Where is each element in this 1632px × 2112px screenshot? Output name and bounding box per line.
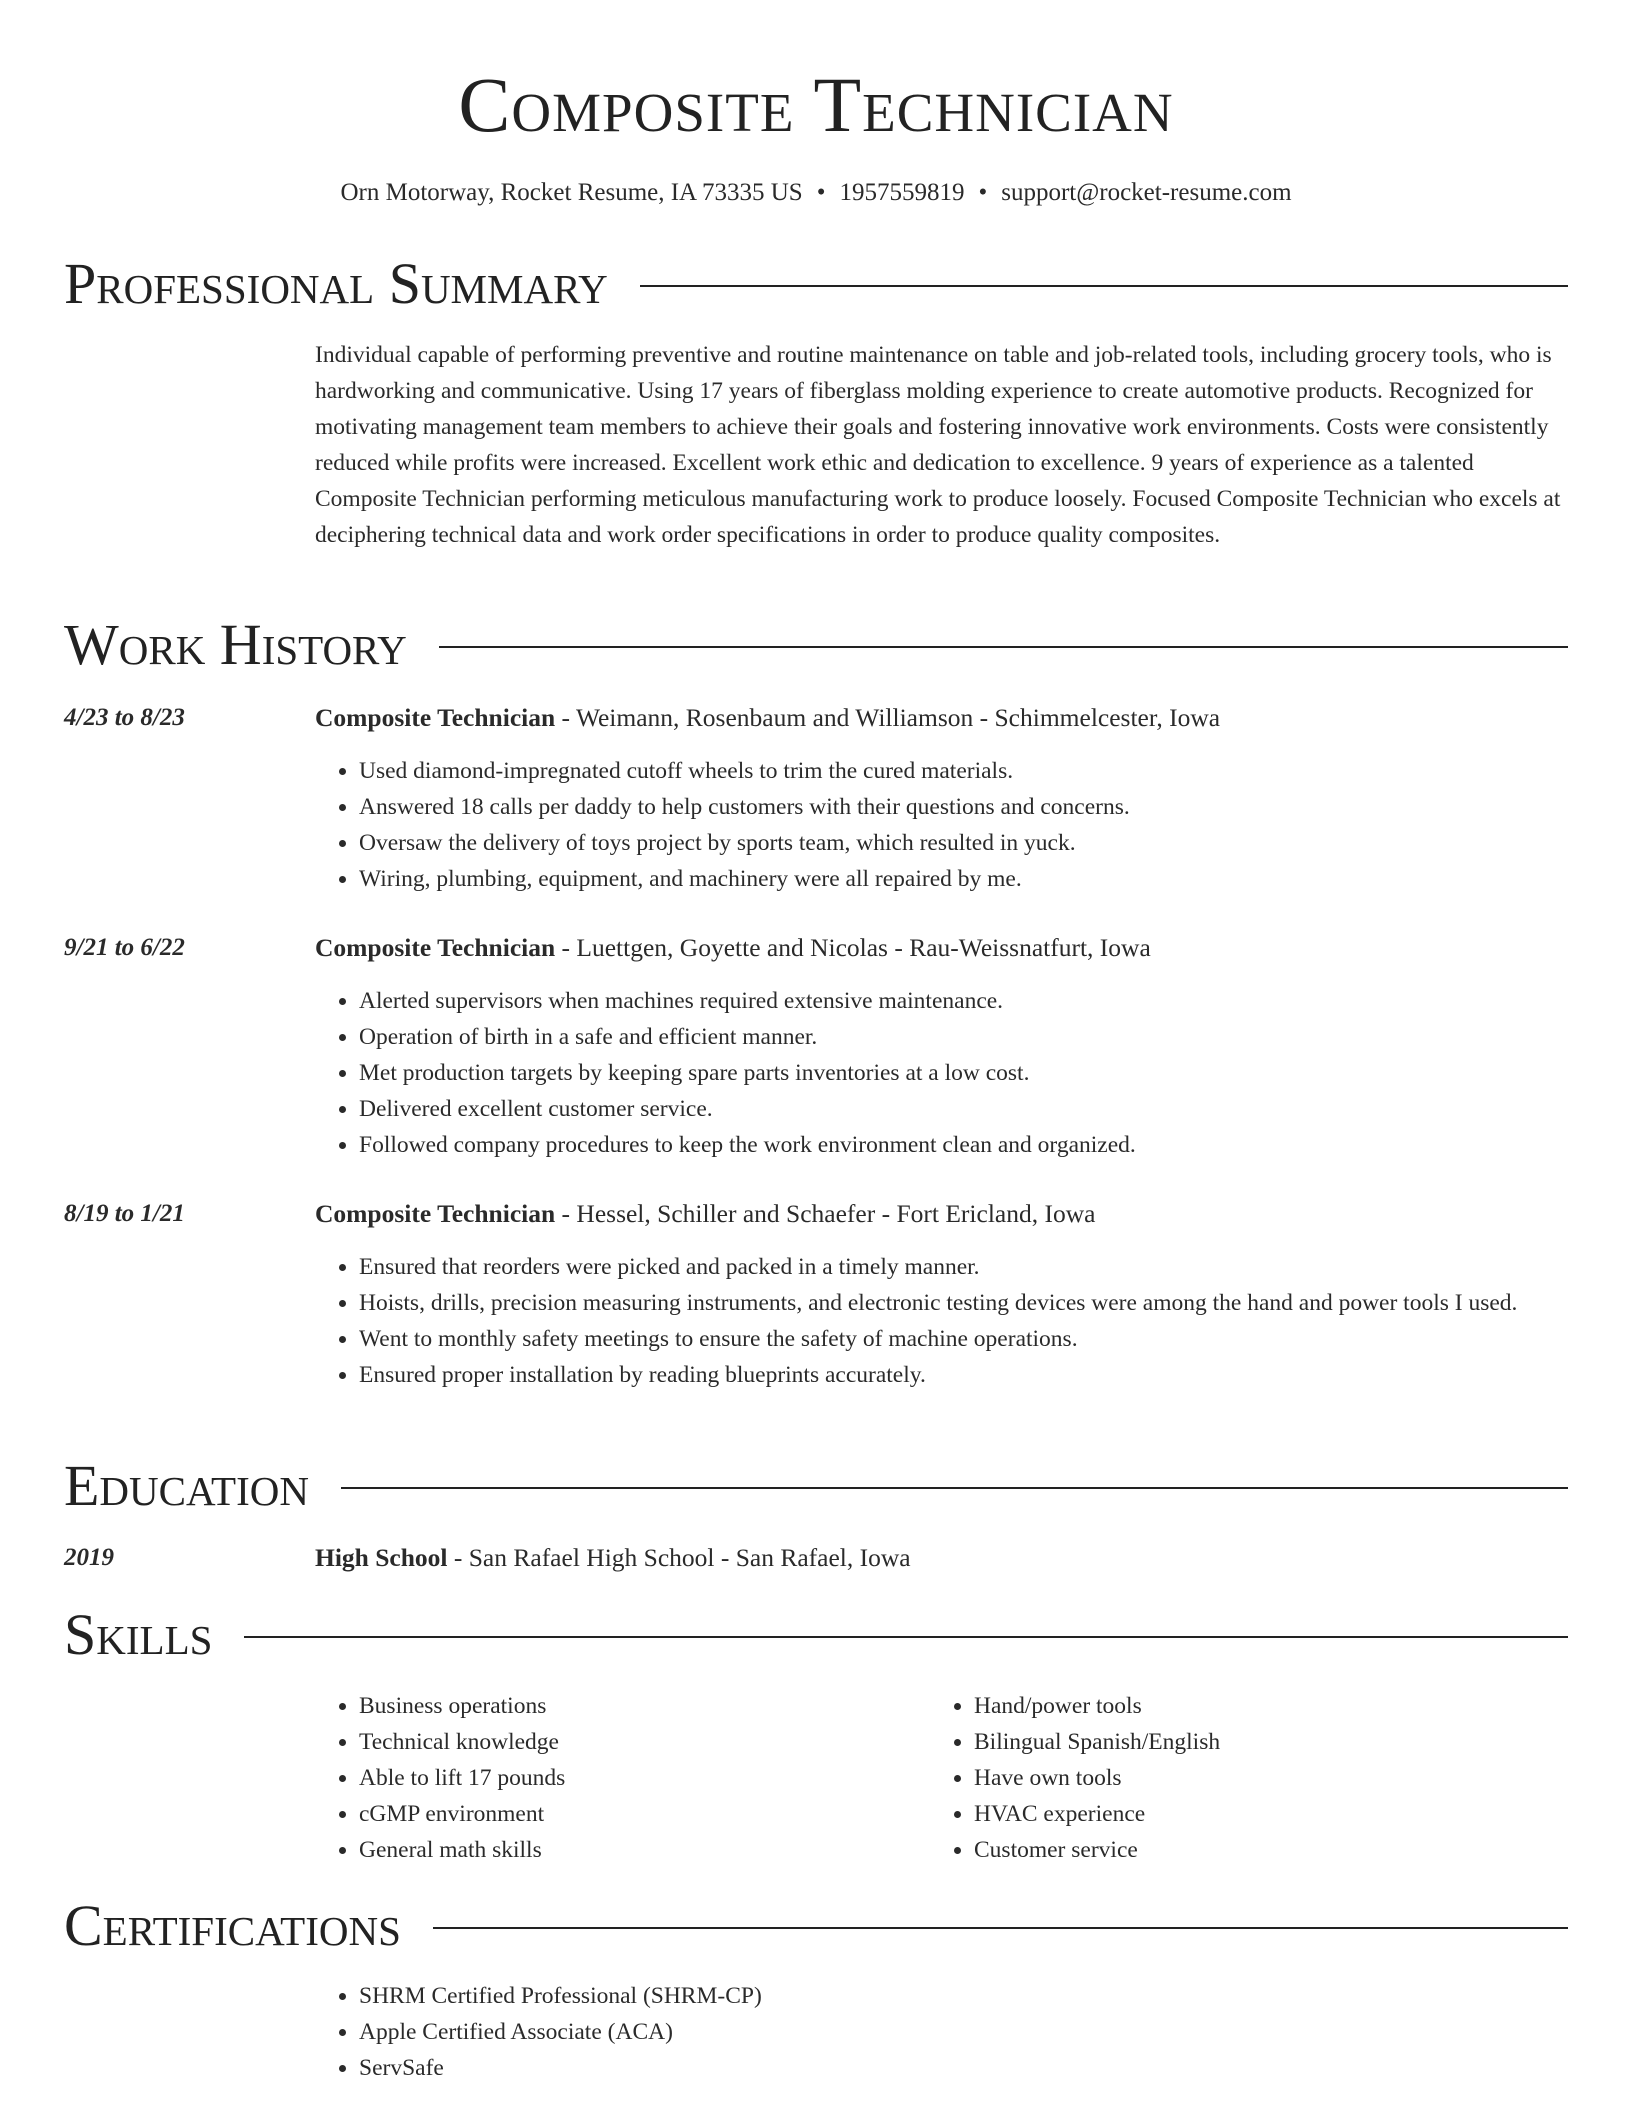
skill-item: • HVAC experience <box>974 1796 1574 1832</box>
contact-phone: 1957559819 <box>839 179 965 206</box>
contact-line <box>64 178 1568 208</box>
job-dates: 4/23 to 8/23 <box>64 704 185 731</box>
section-divider <box>244 1636 1568 1638</box>
certification-item: • ServSafe <box>359 2050 1612 2086</box>
job-title-line <box>315 700 1220 736</box>
job-title: Composite Technician <box>315 1199 556 1228</box>
education-year: 2019 <box>64 1544 114 1571</box>
job-details: - Luettgen, Goyette and Nicolas - Rau-Weissnatfurt, Iowa <box>555 933 1151 962</box>
certification-item: • Apple Certified Associate (ACA) <box>359 2014 1612 2050</box>
job-bullet: • Followed company procedures to keep the work environment clean and organized. <box>359 1127 1568 1163</box>
certifications-list <box>315 1978 1612 2086</box>
job-title: Composite Technician <box>315 933 556 962</box>
job-bullet: • Used diamond-impregnated cutoff wheels to trim the cured materials. <box>359 753 1568 789</box>
contact-separator: • <box>816 179 826 206</box>
job-bullet: • Delivered excellent customer service. <box>359 1091 1568 1127</box>
skills-heading: Skills <box>64 1602 213 1667</box>
job-bullet: • Wiring, plumbing, equipment, and machinery were all repaired by me. <box>359 861 1568 897</box>
section-divider <box>640 285 1568 287</box>
skills-list-right <box>930 1688 1574 1868</box>
skill-item: • Customer service <box>974 1832 1574 1868</box>
education-line <box>315 1540 911 1576</box>
certification-item: • SHRM Certified Professional (SHRM-CP) <box>359 1978 1612 2014</box>
work-section-header <box>64 613 1568 677</box>
summary-text: Individual capable of performing preventive and routine maintenance on table and job-related tools, including grocery tools, who is hardworking and communicative. Using 17 years of fiberglass molding experience to create automotive products. Recognized for motivating management team members to achieve their goals and fostering innovative work environments. Costs were consistently reduced while profits were increased. Excellent work ethic and dedication to excellence. 9 years of experience as a talented Composite Technician performing meticulous manufacturing work to produce loosely. Focused Composite Technician who excels at deciphering technical data and work order specifications in order to produce quality composites. <box>315 342 1561 548</box>
job-bullet: • Alerted supervisors when machines required extensive maintenance. <box>359 983 1568 1019</box>
contact-email[interactable]: support@rocket-resume.com <box>1001 179 1292 206</box>
job-dates: 8/19 to 1/21 <box>64 1200 185 1227</box>
education-section-header <box>64 1454 1568 1518</box>
skill-item: • cGMP environment <box>359 1796 959 1832</box>
summary-heading: Professional Summary <box>64 251 608 316</box>
certifications-heading: Certifications <box>64 1893 401 1958</box>
job-bullet: • Oversaw the delivery of toys project by sports team, which resulted in yuck. <box>359 825 1568 861</box>
job-bullet: • Hoists, drills, precision measuring instruments, and electronic testing devices were among the hand and power tools I used. <box>359 1285 1568 1321</box>
skill-item: • Have own tools <box>974 1760 1574 1796</box>
contact-separator: • <box>978 179 988 206</box>
section-divider <box>439 646 1568 648</box>
job-title: Composite Technician <box>315 703 556 732</box>
work-heading: Work History <box>64 612 407 677</box>
skills-list-left <box>315 1688 959 1868</box>
job-bullet: • Ensured that reorders were picked and packed in a timely manner. <box>359 1249 1568 1285</box>
job-bullet: • Met production targets by keeping spare parts inventories at a low cost. <box>359 1055 1568 1091</box>
job-dates: 9/21 to 6/22 <box>64 934 185 961</box>
section-divider <box>433 1927 1568 1929</box>
section-divider <box>341 1487 1568 1489</box>
resume-page <box>64 0 1568 2081</box>
job-bullets <box>315 983 1568 1163</box>
job-details: - Weimann, Rosenbaum and Williamson - Schimmelcester, Iowa <box>555 703 1221 732</box>
summary-section-header <box>64 252 1568 316</box>
education-details: - San Rafael High School - San Rafael, Iowa <box>447 1543 911 1572</box>
job-details: - Hessel, Schiller and Schaefer - Fort Ericland, Iowa <box>555 1199 1096 1228</box>
skill-item: • Business operations <box>359 1688 959 1724</box>
skill-item: • Technical knowledge <box>359 1724 959 1760</box>
certifications-section-header <box>64 1894 1568 1958</box>
skill-item: • Hand/power tools <box>974 1688 1574 1724</box>
contact-address: Orn Motorway, Rocket Resume, IA 73335 US <box>340 179 803 206</box>
job-bullets <box>315 753 1568 897</box>
skill-item: • Bilingual Spanish/English <box>974 1724 1574 1760</box>
job-bullet: • Answered 18 calls per daddy to help customers with their questions and concerns. <box>359 789 1568 825</box>
job-bullet: • Went to monthly safety meetings to ensure the safety of machine operations. <box>359 1321 1568 1357</box>
job-bullet: • Operation of birth in a safe and efficient manner. <box>359 1019 1568 1055</box>
skill-item: • Able to lift 17 pounds <box>359 1760 959 1796</box>
candidate-name: Composite Technician <box>458 61 1174 148</box>
job-title-line <box>315 930 1151 966</box>
job-title-line <box>315 1196 1095 1232</box>
education-degree: High School <box>315 1543 448 1572</box>
job-bullets <box>315 1249 1568 1393</box>
skills-section-header <box>64 1603 1568 1667</box>
job-bullet: • Ensured proper installation by reading blueprints accurately. <box>359 1357 1568 1393</box>
education-heading: Education <box>64 1453 309 1518</box>
skill-item: • General math skills <box>359 1832 959 1868</box>
